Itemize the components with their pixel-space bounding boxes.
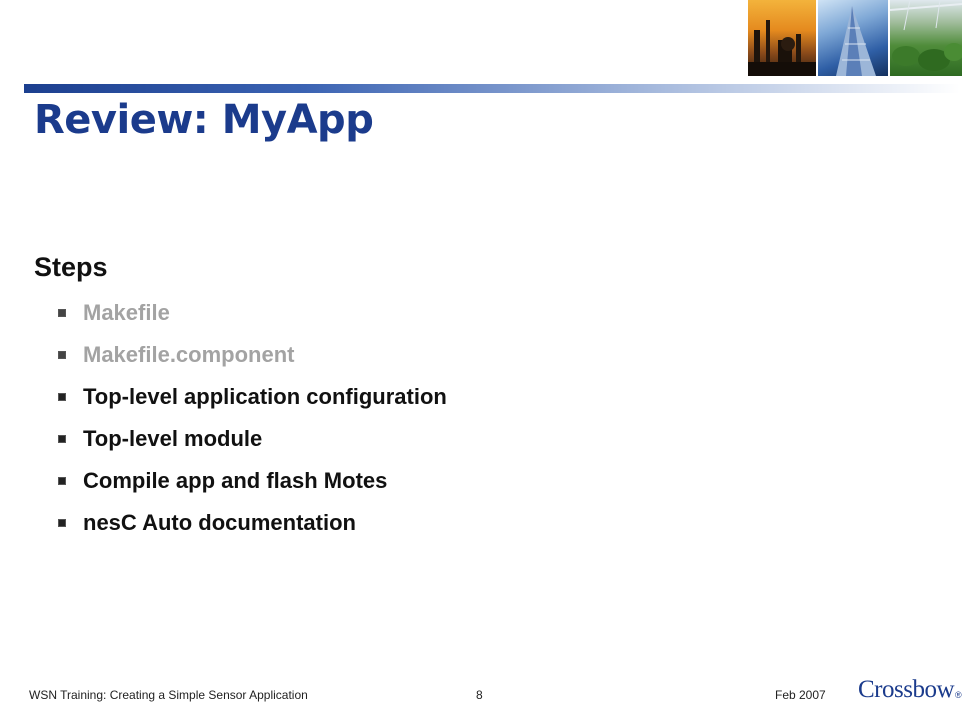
square-bullet-icon: [58, 477, 66, 485]
building-photo: [816, 0, 888, 76]
step-text: nesC Auto documentation: [83, 510, 356, 535]
step-text: Makefile.component: [83, 342, 295, 367]
step-item: [58, 334, 447, 376]
square-bullet-icon: [58, 351, 66, 359]
step-item: [58, 376, 447, 418]
greenhouse-photo: [888, 0, 962, 76]
square-bullet-icon: [58, 519, 66, 527]
step-item: [58, 292, 447, 334]
registered-mark: ®: [955, 690, 962, 700]
steps-list: [58, 292, 447, 544]
title-underline-bar: [24, 84, 960, 93]
square-bullet-icon: [58, 309, 66, 317]
page-number: 8: [476, 688, 483, 702]
step-item: [58, 460, 447, 502]
step-text: Top-level module: [83, 426, 263, 451]
step-item: [58, 418, 447, 460]
header-photo-strip: [748, 0, 960, 76]
slide-title: Review: MyApp: [34, 97, 374, 143]
step-text: Makefile: [83, 300, 170, 325]
section-heading: Steps: [34, 252, 108, 282]
footer-date: Feb 2007: [775, 688, 826, 702]
crossbow-logo: [858, 676, 962, 716]
footer-course-title: WSN Training: Creating a Simple Sensor Application: [29, 688, 308, 702]
square-bullet-icon: [58, 393, 66, 401]
step-text: Top-level application configuration: [83, 384, 447, 409]
step-item: [58, 502, 447, 544]
step-text: Compile app and flash Motes: [83, 468, 388, 493]
logo-text: Crossbow: [858, 676, 955, 703]
square-bullet-icon: [58, 435, 66, 443]
industrial-photo: [748, 0, 816, 76]
